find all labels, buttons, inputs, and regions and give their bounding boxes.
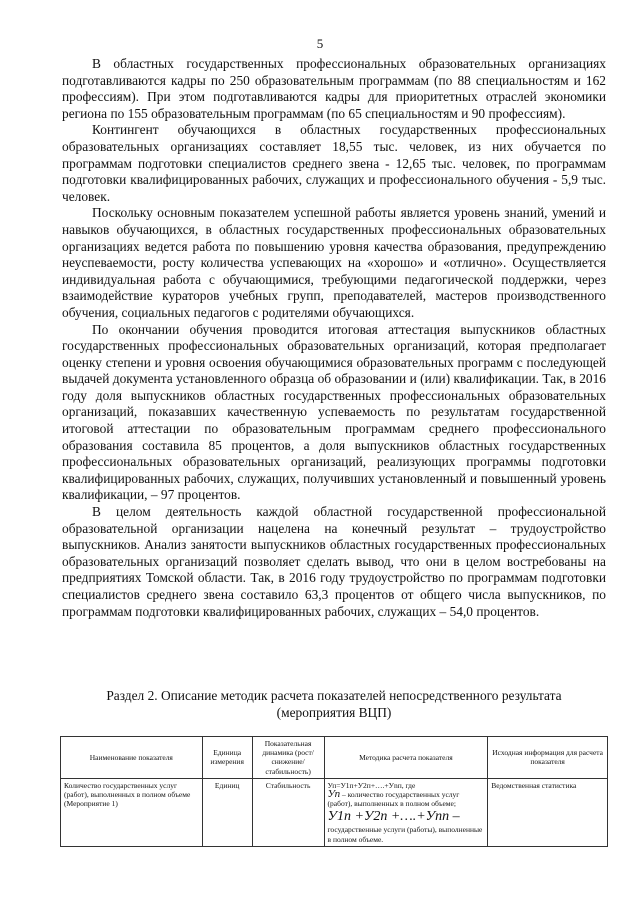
- cell-method: [324, 778, 488, 846]
- section-title-line: Раздел 2. Описание методик расчета показателей непосредственного результата: [106, 688, 562, 703]
- paragraph: Контингент обучающихся в областных государственных профессиональных образовательных организациях составляет 18,55 тыс. человек, из них обучается по программам подготовки специалистов среднего звена - 12,65 тыс. человек, по программам подготовки квалифицированных рабочих, служащих и профессионального обучения - 5,9 тыс. человек.: [62, 122, 606, 204]
- cell-name: Количество государственных услуг (работ), выполненных в полном объеме (Мероприятие 1): [61, 778, 203, 846]
- header-method: Методика расчета показателя: [324, 737, 488, 779]
- section-title: [62, 688, 606, 721]
- cell-source: Ведомственная статистика: [488, 778, 608, 846]
- method-formula-line: Уп=У1п+У2п+….+Уnп, где: [327, 780, 416, 790]
- header-name: Наименование показателя: [61, 737, 203, 779]
- header-source: Исходная информация для расчета показателя: [488, 737, 608, 779]
- paragraph: Поскольку основным показателем успешной работы является уровень знаний, умений и навыков обучающихся, в областных государственных профессиональных образовательных организациях ведется работа по повышению уровня качества образования, предупреждению неуспеваемости, росту количества успевающих на «хорошо» и «отлично». Осуществляется индивидуальная работа с обучающимися, требующими педагогической поддержки, через взаимодействие кураторов учебных групп, преподавателей, мастеров производственного обучения, социальных педагогов с родителями обучающихся.: [62, 205, 606, 320]
- section-title-line: (мероприятия ВЦП): [276, 704, 392, 720]
- page-number: 5: [316, 36, 324, 51]
- header-unit: Единица измерения: [202, 737, 252, 779]
- paragraph: В целом деятельность каждой областной государственной профессиональной образовательной организации нацелена на конечный результат – трудоустройство выпускников. Анализ занятости выпускников областных государственных профессиональных образовательных организаций позволяет сделать вывод, что они в целом востребованы на предприятиях Томской области. Так, в 2016 году трудоустройство по программам подготовки специалистов среднего звена составило 63,3 процентов от общего числа выпускников, по программам подготовки квалифицированных рабочих, служащих – 54,0 процентов.: [62, 504, 606, 619]
- paragraph: По окончании обучения проводится итоговая аттестация выпускников областных государственных профессиональных образовательных организаций, которая предполагает оценку степени и уровня освоения обучающимися образовательных программ с последующей выдачей документа установленного образца об образовании и (или) квалификации. Так, в 2016 году доля выпускников областных государственных профессиональных образовательных организаций, показавших качественную успеваемость по результатам государственной итоговой аттестации по образовательным программам среднего профессионального образования составила 85 процентов, а доля выпускников областных государственных профессиональных образовательных организаций, реализующих программы подготовки квалифицированных рабочих, служащих, получивших установленный и повышенный уровень квалификации, – 97 процентов.: [62, 321, 606, 503]
- method-tail: государственные услуги (работы), выполненные в полном объеме.: [327, 825, 483, 844]
- document-body: [62, 56, 606, 620]
- header-dynamics: Показательная динамика (рост/снижение/ стабильность): [252, 737, 324, 779]
- method-symbol: Уп: [327, 788, 341, 801]
- method-formula: У1п +У2п +….+Уnп –: [327, 809, 460, 825]
- method-definition-text: – количество государственных услуг (работ), выполненных в полном объеме;: [327, 790, 460, 809]
- cell-unit: Единиц: [202, 778, 252, 846]
- table-row: [61, 778, 608, 846]
- methods-table: [60, 736, 608, 847]
- method-definition: [328, 790, 485, 808]
- paragraph: В областных государственных профессиональных образовательных организациях подготавливаются кадры по 250 образовательным программам (по 88 специальностям и 162 профессиям). При этом подготавливаются кадры для приоритетных отраслей экономики региона по 155 образовательным программам (по 65 специальностям и 90 профессиям).: [62, 56, 606, 121]
- table-header-row: [61, 737, 608, 779]
- cell-dynamics: Стабильность: [252, 778, 324, 846]
